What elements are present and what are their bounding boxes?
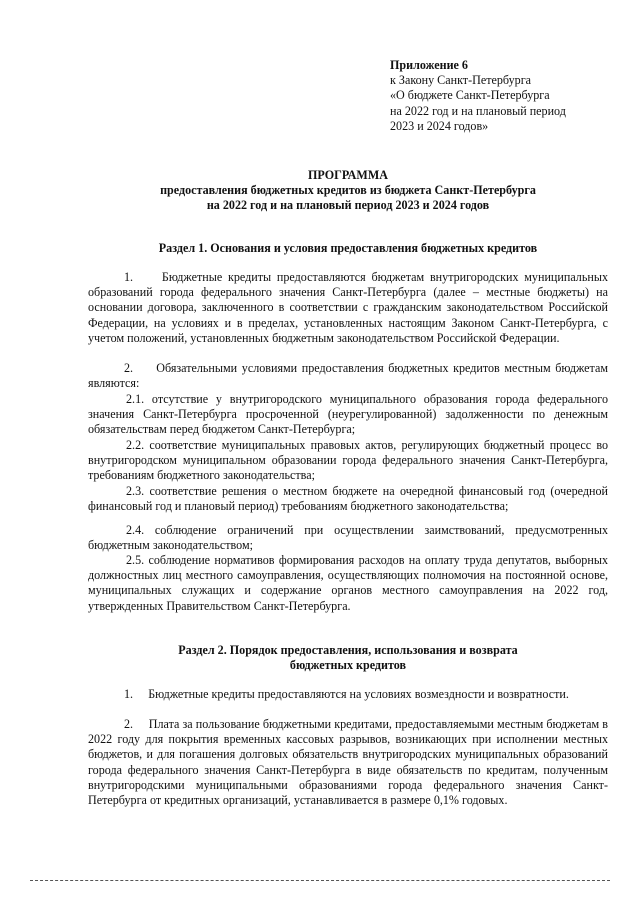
section2-p1-number: 1. xyxy=(124,687,134,701)
section1-item-2-2-text: 2.2. соответствие муниципальных правовых актов, регулирующих бюджетный процесс во внутригородском муниципальном образовании города федерального значения Санкт-Петербурга, требованиям бюджетного законодательства; xyxy=(88,438,608,483)
section1-item-2-1 xyxy=(88,392,608,438)
annex-block xyxy=(390,58,620,134)
section2-paragraph-1 xyxy=(88,687,608,702)
program-subtitle-1: предоставления бюджетных кредитов из бюджета Санкт-Петербурга xyxy=(160,183,536,197)
section1-p2-text: Обязательными условиями предоставления бюджетных кредитов местным бюджетам являются: xyxy=(88,361,608,391)
section1-paragraph-2 xyxy=(88,361,608,391)
section1-item-2-3-text: 2.3. соответствие решения о местном бюджете на очередной финансовый год (очередной финансовый год и плановый период) требованиям бюджетного законодательства; xyxy=(88,484,608,514)
annex-line-4: 2023 и 2024 годов» xyxy=(390,118,489,133)
section2-paragraph-2 xyxy=(88,717,608,808)
section1-heading: Раздел 1. Основания и условия предоставления бюджетных кредитов xyxy=(158,241,538,255)
section1-item-2-5-text: 2.5. соблюдение нормативов формирования расходов на оплату труда депутатов, выборных должностных лиц местного самоуправления, осуществляющих полномочия на постоянной основе, муниципальных служащих и содержание органов местного самоуправления на 2022 год, утвержденных Правительством Санкт-Петербурга. xyxy=(88,553,608,613)
annex-title: Приложение 6 xyxy=(390,58,468,72)
section1-item-2-2 xyxy=(88,438,608,484)
section2-p2-text: Плата за пользование бюджетными кредитами, предоставляемыми местным бюджетам в 2022 году для покрытия временных кассовых разрывов, возникающих при исполнении местных бюджетов, и для погашения долговых обязательств внутригородских муниципальных образований города федерального значения Санкт-Петербурга в виде обязательств по кредитам, полученным внутригородскими муниципальными образованиями города федерального значения Санкт-Петербурга от кредитных организаций, устанавливается в размере 0,1% годовых. xyxy=(88,717,608,808)
section1-item-2-4 xyxy=(88,523,608,553)
section1-p1-text: Бюджетные кредиты предоставляются бюджетам внутригородских муниципальных образований города федерального значения Санкт-Петербурга (далее – местные бюджеты) на основании договора, заключенного в соответствии с гражданским законодательством Российской Федерации, на условиях и в пределах, установленных настоящим Законом Санкт-Петербурга, с учетом положений, установленных бюджетным законодательством Российской Федерации. xyxy=(88,270,608,345)
annex-line-2: «О бюджете Санкт-Петербурга xyxy=(390,88,550,103)
section1-p2-number: 2. xyxy=(124,361,134,375)
section1-item-2-5 xyxy=(88,553,608,614)
section1-paragraph-1 xyxy=(88,270,608,346)
annex-line-1: к Закону Санкт-Петербурга xyxy=(390,73,532,88)
section2-p2-number: 2. xyxy=(124,717,134,731)
section2-heading-2: бюджетных кредитов xyxy=(289,658,407,672)
section1-item-2-1-text: 2.1. отсутствие у внутригородского муниципального образования города федерального значения Санкт-Петербурга просроченной (неурегулированной) задолженности по денежным обязательствам перед бюджетом Санкт-Петербурга; xyxy=(88,392,608,437)
section1-p1-number: 1. xyxy=(124,270,134,284)
program-subtitle-2: на 2022 год и на плановый период 2023 и 2024 годов xyxy=(206,198,490,212)
section1-item-2-4-text: 2.4. соблюдение ограничений при осуществлении заимствований, предусмотренных бюджетным законодательством; xyxy=(88,523,608,553)
section2-heading-1: Раздел 2. Порядок предоставления, использования и возврата xyxy=(178,643,518,657)
annex-line-3: на 2022 год и на плановый период xyxy=(390,103,566,118)
section1-item-2-3 xyxy=(88,484,608,514)
program-title: ПРОГРАММА xyxy=(308,168,388,182)
section2-p1-text: Бюджетные кредиты предоставляются на условиях возмездности и возвратности. xyxy=(148,687,569,701)
page-bottom-rule xyxy=(30,880,610,881)
